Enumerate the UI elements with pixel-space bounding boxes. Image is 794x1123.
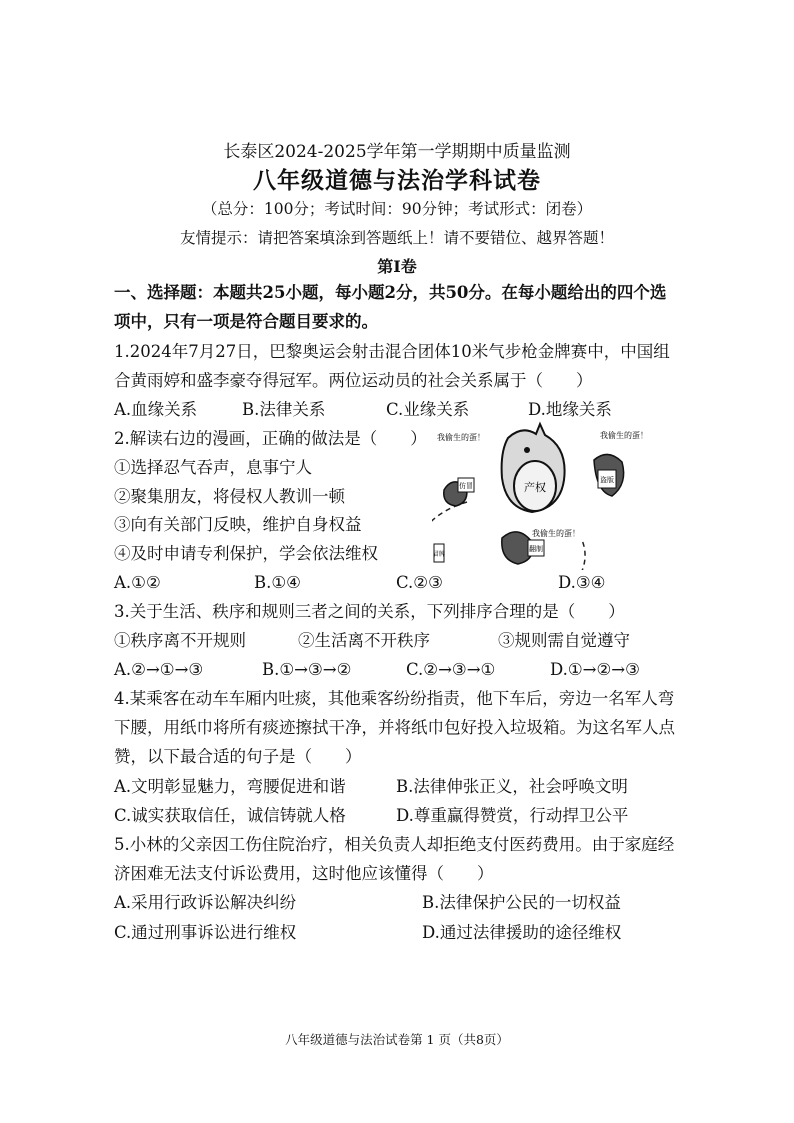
q3-item-2: ②生活离不开秩序 (298, 631, 430, 650)
q3-stem: 3.关于生活、秩序和规则三者之间的关系，下列排序合理的是（ ） (114, 602, 625, 621)
comic-bubble-left: 我偷生的蛋！ (437, 433, 485, 442)
paper-title: 八年级道德与法治学科试卷 (253, 167, 541, 194)
comic-bubble-right: 我偷生的蛋！ (600, 431, 648, 440)
q4-option-d: D.尊重赢得赞赏，行动捍卫公平 (396, 806, 629, 825)
q5-line2: 济困难无法支付诉讼费用，这时他应该懂得（ ） (114, 864, 494, 883)
q4-line1: 4.某乘客在动车车厢内吐痰，其他乘客纷纷指责，他下车后，旁边一名军人弯 (114, 689, 675, 708)
comic-sign-right-label: 盗版 (600, 476, 614, 484)
friendly-tip: 友情提示：请把答案填涂到答题纸上！请不要错位、越界答题！ (179, 229, 614, 247)
q3-item-1: ①秩序离不开规则 (114, 631, 246, 650)
q4-option-b: B.法律伸张正义，社会呼唤文明 (396, 777, 628, 796)
q1-line1: 1.2024年7月27日，巴黎奥运会射击混合团体10米气步枪金牌赛中，中国组 (114, 342, 670, 361)
q1-line2: 合黄雨婷和盛李豪夺得冠军。两位运动员的社会关系属于（ ） (114, 371, 593, 390)
section1-line1: 一、选择题：本题共25小题，每小题2分，共50分。在每小题给出的四个选 (114, 283, 667, 302)
q2-option-c: C.②③ (396, 573, 443, 592)
comic-sign-left-label: 仿冒 (459, 482, 473, 490)
exam-title: 长泰区2024-2025学年第一学期期中质量监测 (223, 142, 571, 162)
q5-option-b: B.法律保护公民的一切权益 (422, 893, 621, 912)
q3-item-3: ③规则需自觉遵守 (498, 631, 630, 650)
q3-option-d: D.①→②→③ (550, 660, 640, 679)
q2-option-d: D.③④ (558, 573, 606, 592)
q5-option-d: D.通过法律援助的途径维权 (422, 923, 622, 942)
volume-heading: 第Ⅰ卷 (377, 257, 417, 276)
q3-option-b: B.①→③→② (262, 660, 352, 679)
q3-option-a: A.②→①→③ (114, 660, 204, 679)
q4-line2: 下腰，用纸巾将所有痰迹擦拭干净，并将纸巾包好投入垃圾箱。为这名军人点 (114, 718, 675, 737)
exam-meta: （总分：100分；考试时间：90分钟；考试形式：闭卷） (201, 200, 593, 218)
q1-option-d: D.地缘关系 (528, 400, 612, 419)
q1-option-a: A.血缘关系 (114, 400, 198, 419)
comic-bubble-bottom: 我偷生的蛋！ (532, 529, 580, 538)
q2-stem: 2.解读右边的漫画，正确的做法是（ ） (114, 429, 427, 448)
comic-hen-eye (524, 447, 530, 453)
q4-line3: 赞，以下最合适的句子是（ ） (114, 747, 362, 766)
comic-sign-bottom-label: 翻制 (529, 545, 543, 553)
q5-line1: 5.小林的父亲因工伤住院治疗，相关负责人却拒绝支付医药费用。由于家庭经 (114, 835, 675, 854)
q2-item-3: ③向有关部门反映，维护自身权益 (114, 515, 362, 534)
q4-option-c: C.诚实获取信任，诚信铸就人格 (114, 806, 346, 825)
q2-option-b: B.①④ (254, 573, 301, 592)
q2-comic-illustration (432, 420, 662, 570)
page-footer: 八年级道德与法治试卷第 1 页（共8页） (285, 1032, 509, 1047)
q2-option-a: A.①② (114, 573, 161, 592)
q3-option-c: C.②→③→① (406, 660, 496, 679)
q4-option-a: A.文明彰显魅力，弯腰促进和谐 (114, 777, 346, 796)
q2-item-4: ④及时申请专利保护，学会依法维权 (114, 544, 378, 563)
q2-item-2: ②聚集朋友，将侵权人教训一顿 (114, 487, 345, 506)
q1-option-b: B.法律关系 (242, 400, 326, 419)
q1-option-c: C.业缘关系 (386, 400, 470, 419)
q2-item-1: ①选择忍气吞声，息事宁人 (114, 458, 312, 477)
comic-side-label: 冒牌 (432, 551, 446, 558)
section1-line2: 项中，只有一项是符合题目要求的。 (114, 312, 378, 331)
q5-option-c: C.通过刑事诉讼进行维权 (114, 923, 297, 942)
q5-option-a: A.采用行政诉讼解决纠纷 (114, 893, 297, 912)
comic-egg-label: 产权 (524, 481, 546, 494)
